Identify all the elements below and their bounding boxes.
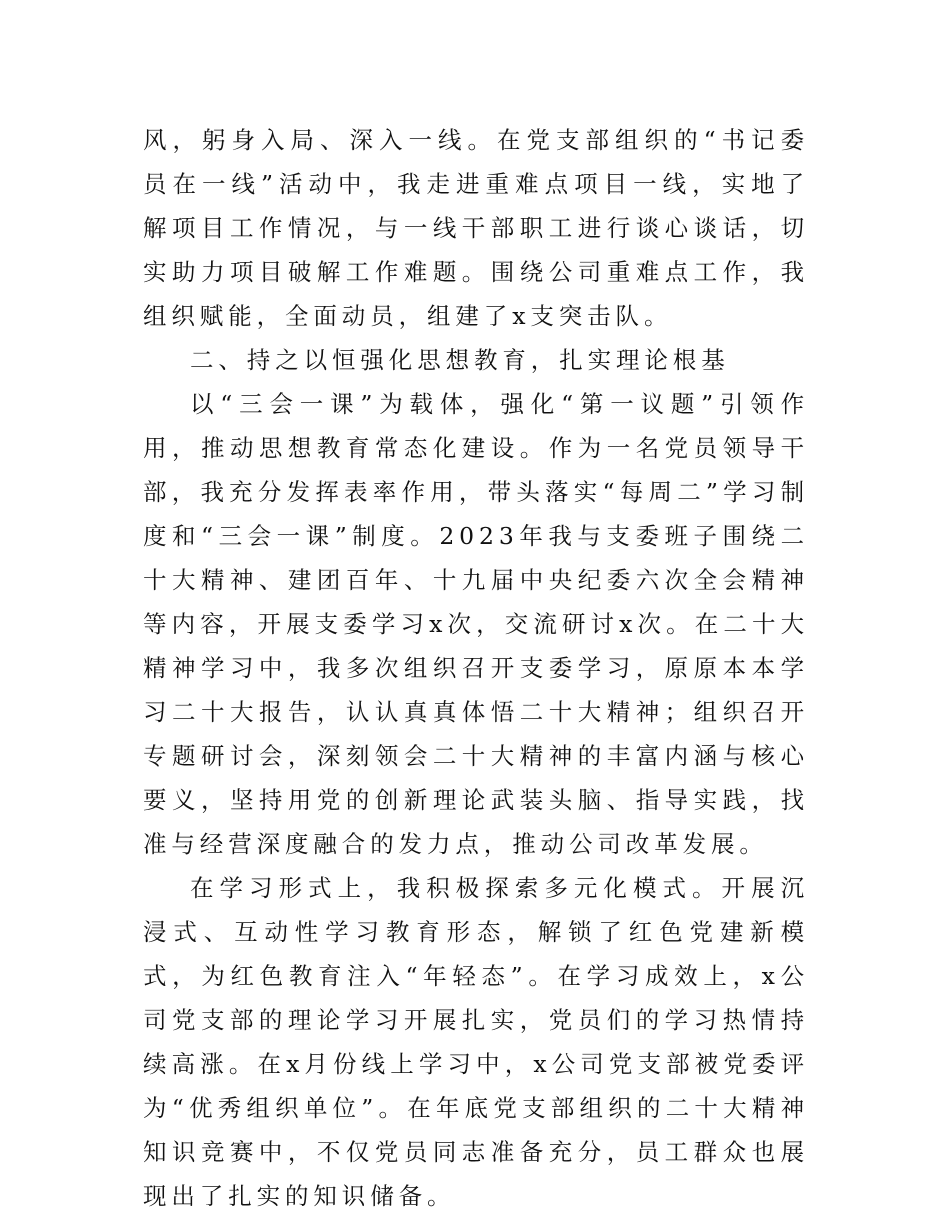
paragraph-study-carrier: 以“三会一课”为载体，强化“第一议题”引领作用，推动思想教育常态化建设。作为一名党员领导干部，我充分发挥表率作用，带头落实“每周二”学习制度和“三会一课”制度。2023年我与支委班子围绕二十大精神、建团百年、十九届中央纪委六次全会精神等内容，开展支委学习x次，交流研讨x次。在二十大精神学习中，我多次组织召开支委学习，原原本本学习二十大报告，认认真真体悟二十大精神；组织召开专题研讨会，深刻领会二十大精神的丰富内涵与核心要义，坚持用党的创新理论武装头脑、指导实践，找准与经营深度融合的发力点，推动公司改革发展。 <box>143 390 809 858</box>
paragraph-continued: 风，躬身入局、深入一线。在党支部组织的“书记委员在一线”活动中，我走进重难点项目一线，实地了解项目工作情况，与一线干部职工进行谈心谈话，切实助力项目破解工作难题。围绕公司重难点工作，我组织赋能，全面动员，组建了x支突击队。 <box>143 126 809 330</box>
section-heading-2: 二、持之以恒强化思想教育，扎实理论根基 <box>190 346 730 374</box>
paragraph-study-form: 在学习形式上，我积极探索多元化模式。开展沉浸式、互动性学习教育形态，解锁了红色党建新模式，为红色教育注入“年轻态”。在学习成效上，x公司党支部的理论学习开展扎实，党员们的学习热情持续高涨。在x月份线上学习中，x公司党支部被党委评为“优秀组织单位”。在年底党支部组织的二十大精神知识竞赛中，不仅党员同志准备充分，员工群众也展现出了扎实的知识储备。 <box>143 874 809 1210</box>
document-body <box>143 118 809 1218</box>
